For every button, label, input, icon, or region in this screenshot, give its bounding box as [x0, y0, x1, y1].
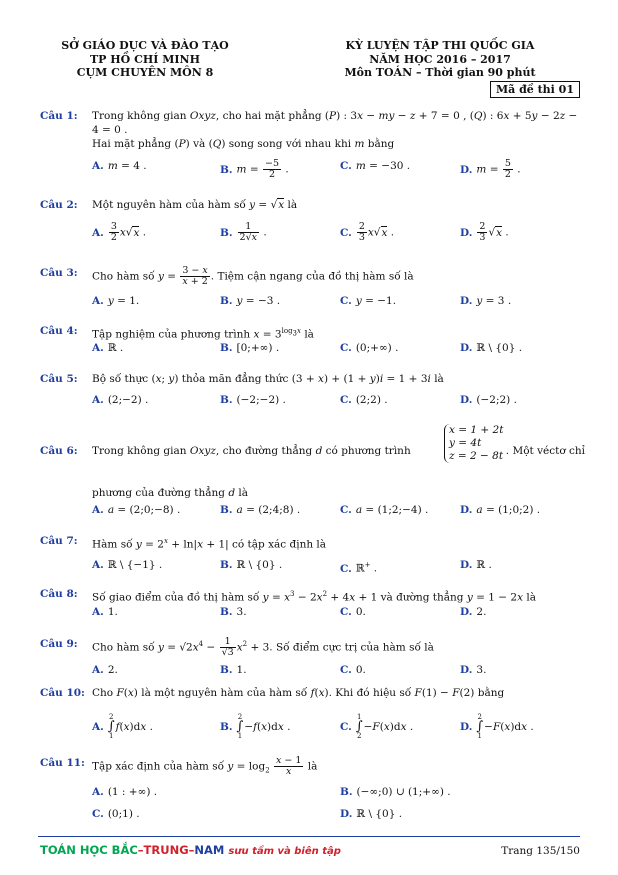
- option-c[interactable]: C. a = (1;2;−4) .: [340, 504, 429, 516]
- question-7: [40, 534, 585, 574]
- option-a[interactable]: A. (1 : +∞) .: [92, 786, 158, 798]
- option-d[interactable]: D.2 ∫ 1−F(x)dx .: [460, 713, 534, 740]
- answer-options: [92, 294, 585, 310]
- exam-title: KỲ LUYỆN TẬP THI QUỐC GIA: [345, 39, 535, 52]
- option-c[interactable]: C. $\frac{2}{3}$ x√x .: [340, 221, 395, 243]
- question-text: Bộ số thực (x; y) thỏa mãn đẳng thức (3 + x) + (1 + y)i = 1 + 3i là: [92, 373, 444, 385]
- option-b[interactable]: B. ℝ \ {0} .: [220, 559, 283, 571]
- option-d[interactable]: D. (−2;2) .: [460, 394, 517, 406]
- cluster-name: CỤM CHUYÊN MÔN 8: [76, 66, 214, 79]
- option-a[interactable]: A. m = 4 .: [92, 160, 147, 172]
- question-text: Cho F(x) là một nguyên hàm của hàm số f(x). Khi đó hiệu số F(1) − F(2) bằng: [92, 687, 505, 699]
- option-a[interactable]: A. 1.: [92, 606, 118, 618]
- question-number: Câu 4:: [40, 325, 78, 337]
- question-number: Câu 10:: [40, 687, 85, 699]
- option-b[interactable]: B.2 ∫ 1−f(x)dx .: [220, 713, 291, 740]
- answer-options: [92, 663, 585, 679]
- question-2: [40, 198, 585, 248]
- question-number: Câu 5:: [40, 373, 78, 385]
- subject-time: Môn TOÁN – Thời gian 90 phút: [344, 66, 536, 79]
- answer-options: [92, 341, 585, 357]
- page-number: Trang 135/150: [501, 845, 580, 857]
- answer-options: [92, 605, 585, 621]
- question-9: [40, 637, 585, 677]
- line-equation-system: x = 1 + 2t y = 4t z = 2 − 8t: [444, 424, 503, 463]
- question-text: Cho hàm số $y = √2x^4$ − $\frac{1}{√3}$ $x^2 + 3$. Số điểm cực trị của hàm số là: [92, 636, 434, 658]
- option-c[interactable]: C.1 ∫ 2−F(x)dx .: [340, 713, 414, 740]
- option-d[interactable]: D. $\frac{2}{3}$ √x .: [460, 221, 509, 243]
- question-number: Câu 2:: [40, 199, 78, 211]
- answer-options: [92, 393, 585, 409]
- question-number: Câu 3:: [40, 267, 78, 279]
- question-3: [40, 266, 585, 310]
- option-c[interactable]: C. (2;2) .: [340, 394, 388, 406]
- option-a[interactable]: A. 2.: [92, 664, 118, 676]
- answer-options: [92, 503, 585, 519]
- school-year: NĂM HỌC 2016 – 2017: [369, 52, 511, 66]
- option-d[interactable]: D. 3.: [460, 664, 487, 676]
- option-d[interactable]: D. 2.: [460, 606, 487, 618]
- option-b[interactable]: B. (−2;−2) .: [220, 394, 286, 406]
- option-b[interactable]: B. [0;+∞) .: [220, 342, 280, 354]
- question-8: [40, 587, 585, 621]
- question-text: Một nguyên hàm của hàm số y = √x là: [92, 199, 298, 211]
- question-text: Hàm số $y = 2^x + \ln|x + 1|$ có tập xác định là: [92, 537, 327, 551]
- question-10: [40, 686, 585, 740]
- option-c[interactable]: C. m = −30 .: [340, 160, 411, 172]
- option-d[interactable]: D. ℝ .: [460, 559, 492, 571]
- option-c[interactable]: C. y = −1.: [340, 295, 397, 307]
- option-b[interactable]: B. 3.: [220, 606, 247, 618]
- option-c[interactable]: C. 0.: [340, 606, 366, 618]
- question-number: Câu 1:: [40, 110, 78, 122]
- question-number: Câu 6:: [40, 445, 78, 457]
- city-name: TP HỒ CHÍ MINH: [90, 52, 200, 66]
- question-text: Số giao điểm của đồ thị hàm số $y = x^3 - 2x^2 + 4x + 1$ và đường thẳng y = 1 − 2x là: [92, 590, 536, 604]
- question-text: Tập nghiệm của phương trình $x = 3^{log_3x}$ là: [92, 327, 314, 341]
- header-right: [300, 39, 580, 80]
- exam-code-box: Mã đề thi 01: [490, 81, 580, 98]
- option-a[interactable]: A. y = 1.: [92, 295, 140, 307]
- option-a[interactable]: A. $\frac{3}{2}$ x√x .: [92, 221, 147, 243]
- question-number: Câu 7:: [40, 535, 78, 547]
- question-number: Câu 9:: [40, 638, 78, 650]
- option-b[interactable]: B. m = $\frac{-5}{2}$ .: [220, 158, 289, 180]
- option-a[interactable]: A. a = (2;0;−8) .: [92, 504, 181, 516]
- answer-options: [92, 713, 585, 740]
- answer-options: [92, 558, 585, 574]
- option-b[interactable]: B. $\frac{1}{2√x}$ .: [220, 221, 267, 243]
- option-b[interactable]: B. y = −3 .: [220, 295, 281, 307]
- option-d[interactable]: D. m = $\frac{5}{2}$ .: [460, 158, 521, 180]
- question-text: Trong không gian Oxyz, cho hai mặt phẳng (P) : 3x − my − z + 7 = 0 , (Q) : 6x + 5y − 2z − 4 = 0 . Hai mặt phẳng (P) và (Q) song song với nhau khi m bằng: [92, 110, 578, 150]
- answer-options-row-1: [92, 785, 585, 801]
- option-a[interactable]: A. ℝ .: [92, 342, 124, 354]
- answer-options: [92, 158, 585, 180]
- option-b[interactable]: B. a = (2;4;8) .: [220, 504, 301, 516]
- option-d[interactable]: D. ℝ \ {0} .: [340, 808, 403, 820]
- question-number: Câu 11:: [40, 757, 85, 769]
- option-b[interactable]: B. (−∞;0) ∪ (1;+∞) .: [340, 786, 451, 798]
- option-d[interactable]: D. ℝ \ {0} .: [460, 342, 523, 354]
- option-c[interactable]: C. 0.: [340, 664, 366, 676]
- option-d[interactable]: D. y = 3 .: [460, 295, 512, 307]
- footer-brand: TOÁN HỌC BẮC–TRUNG–NAM sưu tầm và biên tập: [40, 843, 341, 857]
- department-name: SỞ GIÁO DỤC VÀ ĐÀO TẠO: [61, 39, 229, 52]
- question-text: Tập xác định của hàm số $y = \log_2$ $\frac{x - 1}{x}$ là: [92, 755, 318, 777]
- option-b[interactable]: B. 1.: [220, 664, 247, 676]
- footer-rule: [38, 836, 580, 837]
- option-d[interactable]: D. a = (1;0;2) .: [460, 504, 541, 516]
- answer-options-row-2: [92, 807, 585, 823]
- question-4: [40, 324, 585, 358]
- answer-options: [92, 221, 585, 243]
- option-c[interactable]: C. ℝ+ .: [340, 561, 378, 575]
- question-6: Câu 6: Trong không gian Oxyz, cho đường thẳng d có phương trình x = 1 + 2t y = 4t z = 2 − 8t . Một véctơ chỉ phương của đường thẳng d là A. a = (2;0;−8) . B. a = (2;4;8) . C. a = (1;2;−4) . D. a = (1;0;2) .: [40, 424, 585, 524]
- question-text: Cho hàm số y = $\frac{3 - x}{x + 2}$ . Tiệm cận ngang của đồ thị hàm số là: [92, 265, 414, 287]
- option-a[interactable]: A. ℝ \ {−1} .: [92, 559, 163, 571]
- question-1: [40, 109, 585, 184]
- option-a[interactable]: A. (2;−2) .: [92, 394, 149, 406]
- question-11: [40, 756, 585, 826]
- option-c[interactable]: C. (0;1) .: [92, 808, 140, 820]
- option-a[interactable]: A.2 ∫ 1f(x)dx .: [92, 713, 153, 740]
- question-5: [40, 372, 585, 408]
- header-left: [40, 39, 250, 80]
- question-number: Câu 8:: [40, 588, 78, 600]
- option-c[interactable]: C. (0;+∞) .: [340, 342, 399, 354]
